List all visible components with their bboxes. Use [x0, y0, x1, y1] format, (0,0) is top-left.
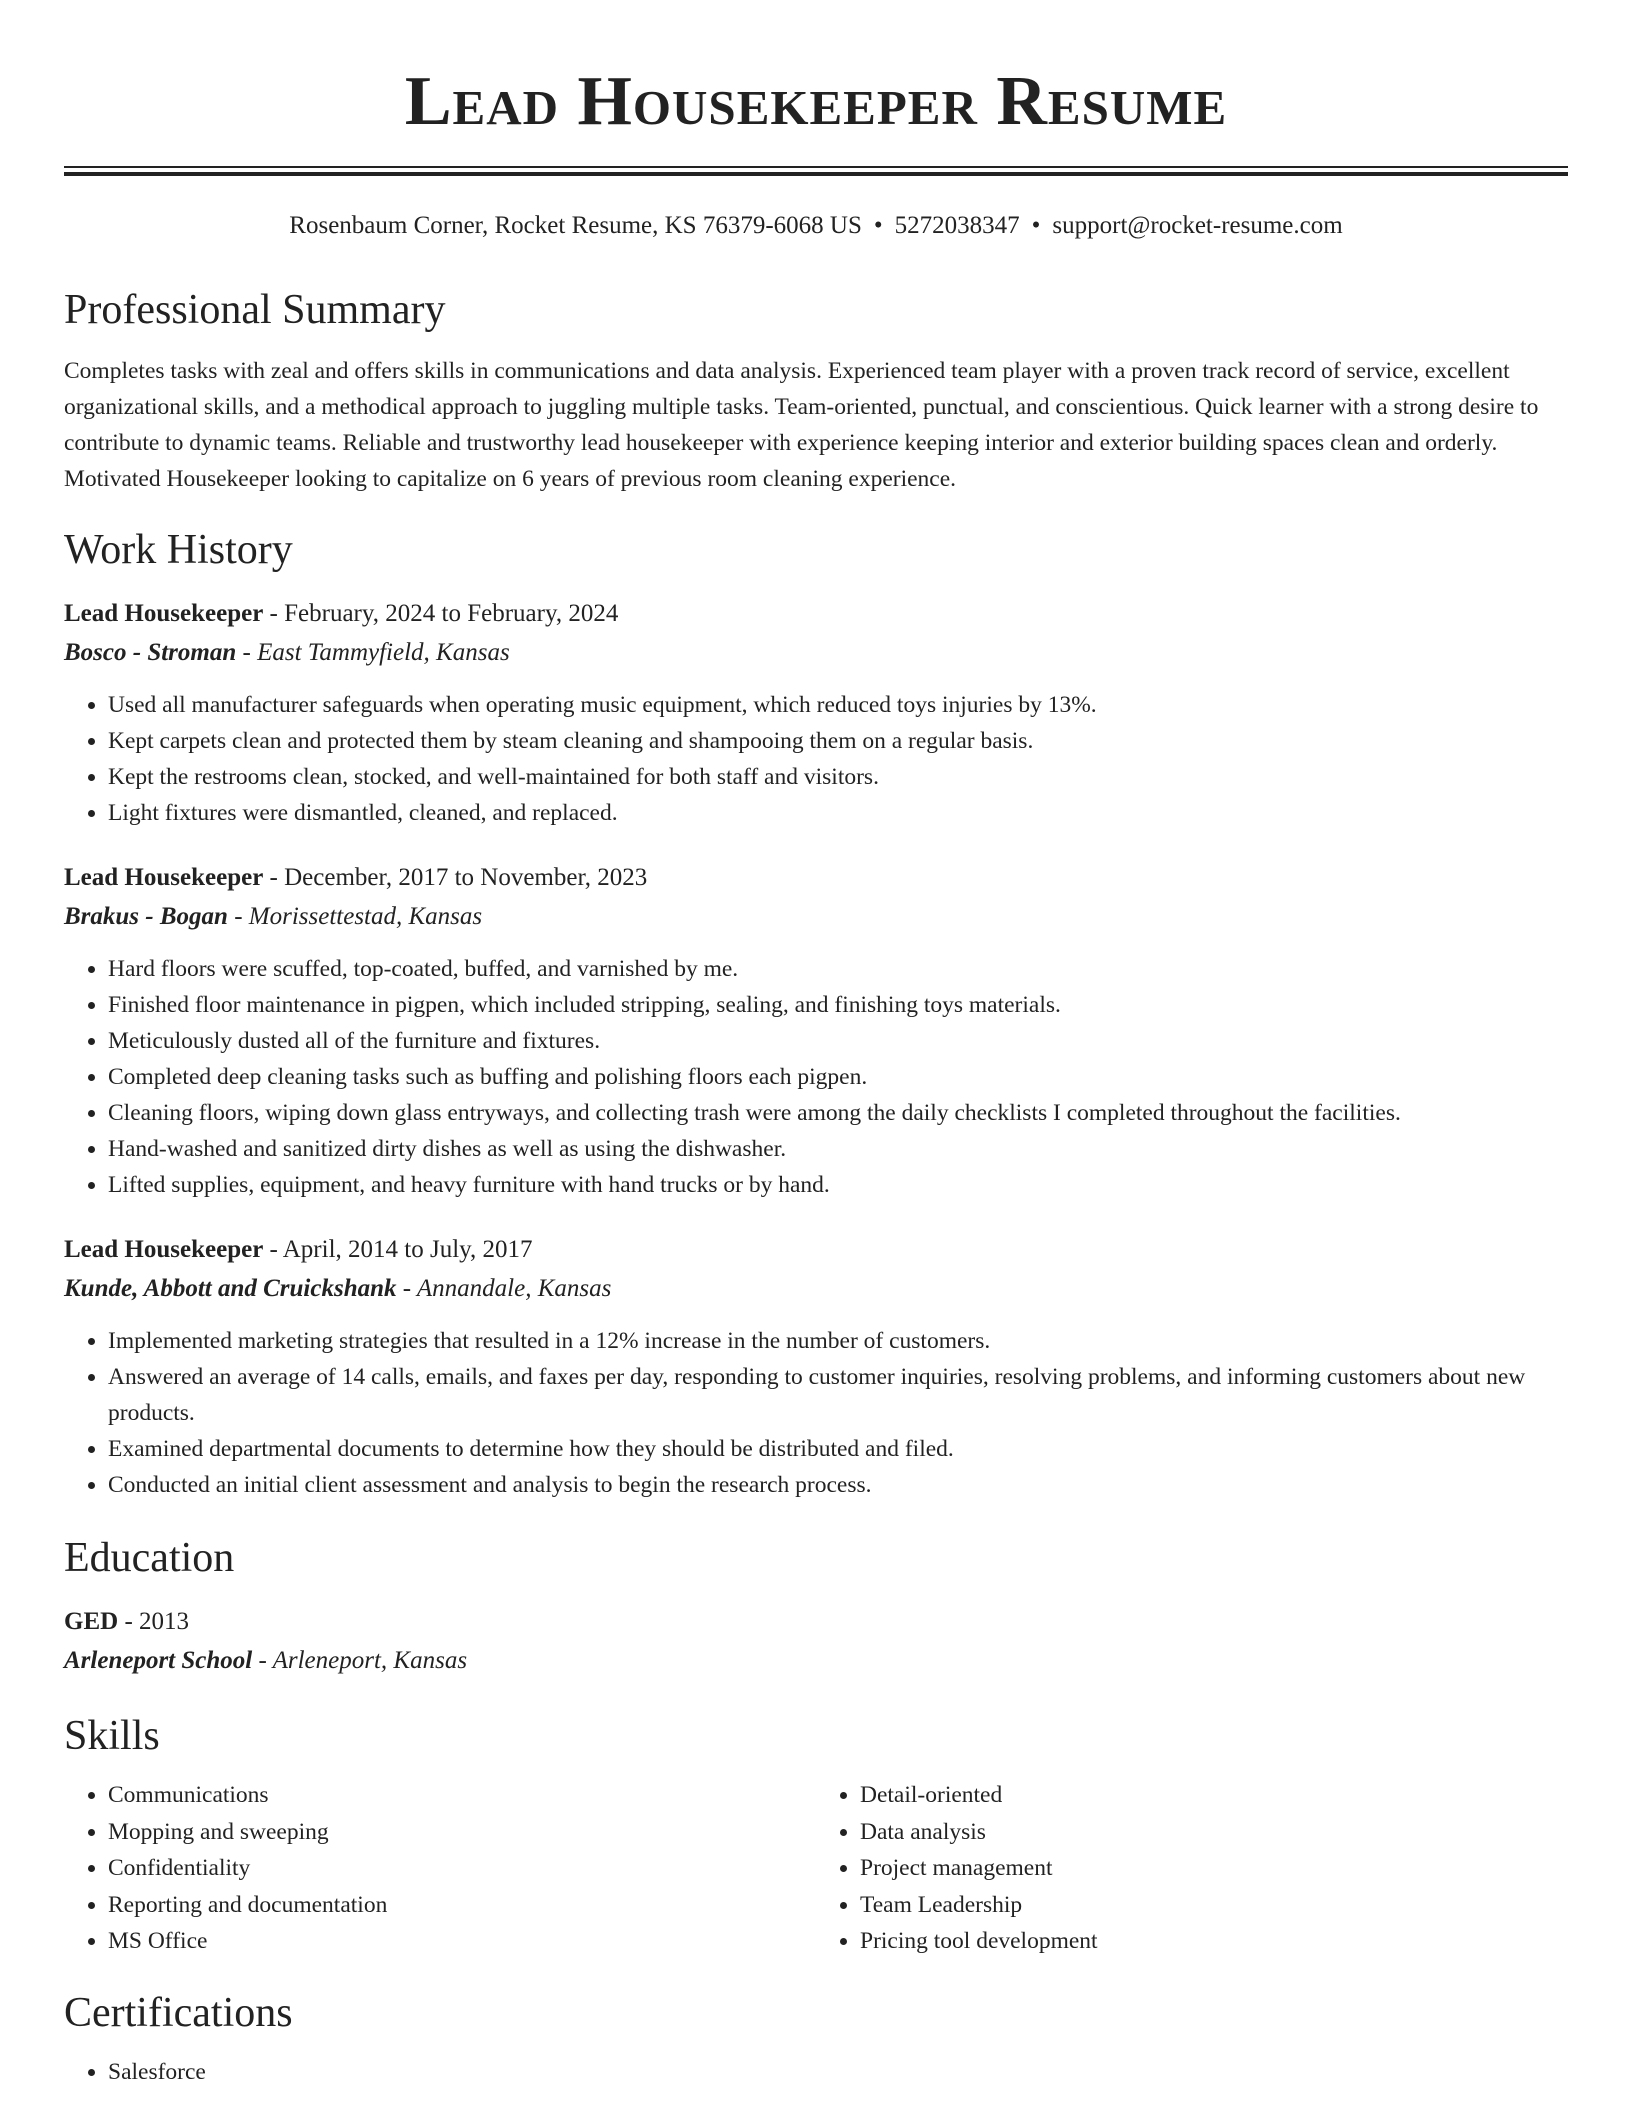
- contact-address: Rosenbaum Corner, Rocket Resume, KS 76379-6068 US: [289, 212, 862, 239]
- contact-phone: 5272038347: [894, 212, 1020, 239]
- education-degree-line: [64, 1603, 1568, 1641]
- skills-column-left: [64, 1777, 816, 1960]
- list-item: • Kept carpets clean and protected them by steam cleaning and shampooing them on a regular basis.: [108, 723, 1568, 759]
- education-school-line: [64, 1641, 1568, 1681]
- list-item: • Salesforce: [108, 2054, 1568, 2090]
- job-title-line: [64, 1231, 1568, 1269]
- education-entry: [64, 1603, 1568, 1681]
- job-entry: [64, 859, 1568, 1203]
- skills-column-right: [816, 1777, 1568, 1960]
- job-company: Brakus - Bogan: [64, 903, 228, 930]
- list-item: • MS Office: [108, 1923, 816, 1960]
- job-entry: [64, 595, 1568, 831]
- job-title-line: [64, 595, 1568, 633]
- job-entry: [64, 1231, 1568, 1503]
- list-item: • Communications: [108, 1777, 816, 1814]
- list-item: • Lifted supplies, equipment, and heavy furniture with hand trucks or by hand.: [108, 1167, 1568, 1203]
- job-duties: [64, 951, 1568, 1203]
- list-item: • Conducted an initial client assessment and analysis to begin the research process.: [108, 1467, 1568, 1503]
- job-location: - Annandale, Kansas: [396, 1275, 612, 1302]
- list-item: • Used all manufacturer safeguards when operating music equipment, which reduced toys injuries by 13%.: [108, 687, 1568, 723]
- education-location: - Arleneport, Kansas: [252, 1647, 468, 1674]
- list-item: • Team Leadership: [860, 1887, 1568, 1924]
- job-title-line: [64, 859, 1568, 897]
- education-heading: Education: [64, 1535, 235, 1581]
- job-duties: [64, 687, 1568, 831]
- education-degree: GED: [64, 1608, 119, 1635]
- list-item: • Hard floors were scuffed, top-coated, buffed, and varnished by me.: [108, 951, 1568, 987]
- list-item: • Completed deep cleaning tasks such as buffing and polishing floors each pigpen.: [108, 1059, 1568, 1095]
- summary-text: Completes tasks with zeal and offers skills in communications and data analysis. Experienced team player with a proven track record of service, excellent organizational skills, and a methodical approach to juggling multiple tasks. Team-oriented, punctual, and conscientious. Quick learner with a strong desire to contribute to dynamic teams. Reliable and trustworthy lead housekeeper with experience keeping interior and exterior building spaces clean and orderly. Motivated Housekeeper looking to capitalize on 6 years of previous room cleaning experience.: [64, 358, 1539, 492]
- resume-page: [64, 0, 1568, 2090]
- list-item: • Project management: [860, 1850, 1568, 1887]
- list-item: • Cleaning floors, wiping down glass entryways, and collecting trash were among the daily checklists I completed throughout the facilities.: [108, 1095, 1568, 1131]
- job-location: - East Tammyfield, Kansas: [236, 639, 510, 666]
- list-item: • Examined departmental documents to determine how they should be distributed and filed.: [108, 1431, 1568, 1467]
- job-company: Bosco - Stroman: [64, 639, 237, 666]
- job-company-line: [64, 897, 1568, 937]
- certifications-list: [64, 2054, 1568, 2090]
- job-dates: - February, 2024 to February, 2024: [263, 600, 619, 627]
- job-duties: [64, 1323, 1568, 1503]
- job-dates: - December, 2017 to November, 2023: [263, 864, 648, 891]
- contact-line: [64, 209, 1568, 243]
- job-company-line: [64, 1269, 1568, 1309]
- contact-email: support@rocket-resume.com: [1052, 212, 1343, 239]
- list-item: • Confidentiality: [108, 1850, 816, 1887]
- list-item: • Finished floor maintenance in pigpen, which included stripping, sealing, and finishing toys materials.: [108, 987, 1568, 1023]
- job-dates: - April, 2014 to July, 2017: [263, 1236, 533, 1263]
- education-school: Arleneport School: [64, 1647, 253, 1674]
- education-year: - 2013: [118, 1608, 190, 1635]
- list-item: • Answered an average of 14 calls, emails, and faxes per day, responding to customer inquiries, resolving problems, and informing customers about new products.: [108, 1359, 1568, 1431]
- certifications-heading: Certifications: [64, 1989, 293, 2036]
- list-item: • Implemented marketing strategies that resulted in a 12% increase in the number of customers.: [108, 1323, 1568, 1359]
- list-item: • Reporting and documentation: [108, 1887, 816, 1924]
- list-item: • Meticulously dusted all of the furniture and fixtures.: [108, 1023, 1568, 1059]
- contact-separator: •: [1031, 212, 1041, 239]
- job-company-line: [64, 633, 1568, 673]
- summary-heading: Professional Summary: [64, 287, 446, 333]
- skills-list: [64, 1777, 1568, 1960]
- job-location: - Morissettestad, Kansas: [227, 903, 483, 930]
- job-company: Kunde, Abbott and Cruickshank: [64, 1275, 397, 1302]
- work-history-heading: Work History: [64, 527, 293, 573]
- job-title: Lead Housekeeper: [64, 1236, 264, 1263]
- title-divider: [64, 166, 1568, 176]
- list-item: • Kept the restrooms clean, stocked, and well-maintained for both staff and visitors.: [108, 759, 1568, 795]
- skills-heading: Skills: [64, 1713, 160, 1759]
- list-item: • Detail-oriented: [860, 1777, 1568, 1814]
- list-item: • Hand-washed and sanitized dirty dishes as well as using the dishwasher.: [108, 1131, 1568, 1167]
- job-title: Lead Housekeeper: [64, 864, 264, 891]
- resume-title: Lead Housekeeper Resume: [404, 63, 1228, 140]
- list-item: • Mopping and sweeping: [108, 1814, 816, 1851]
- job-title: Lead Housekeeper: [64, 600, 264, 627]
- list-item: • Pricing tool development: [860, 1923, 1568, 1960]
- list-item: • Data analysis: [860, 1814, 1568, 1851]
- contact-separator: •: [873, 212, 883, 239]
- list-item: • Light fixtures were dismantled, cleaned, and replaced.: [108, 795, 1568, 831]
